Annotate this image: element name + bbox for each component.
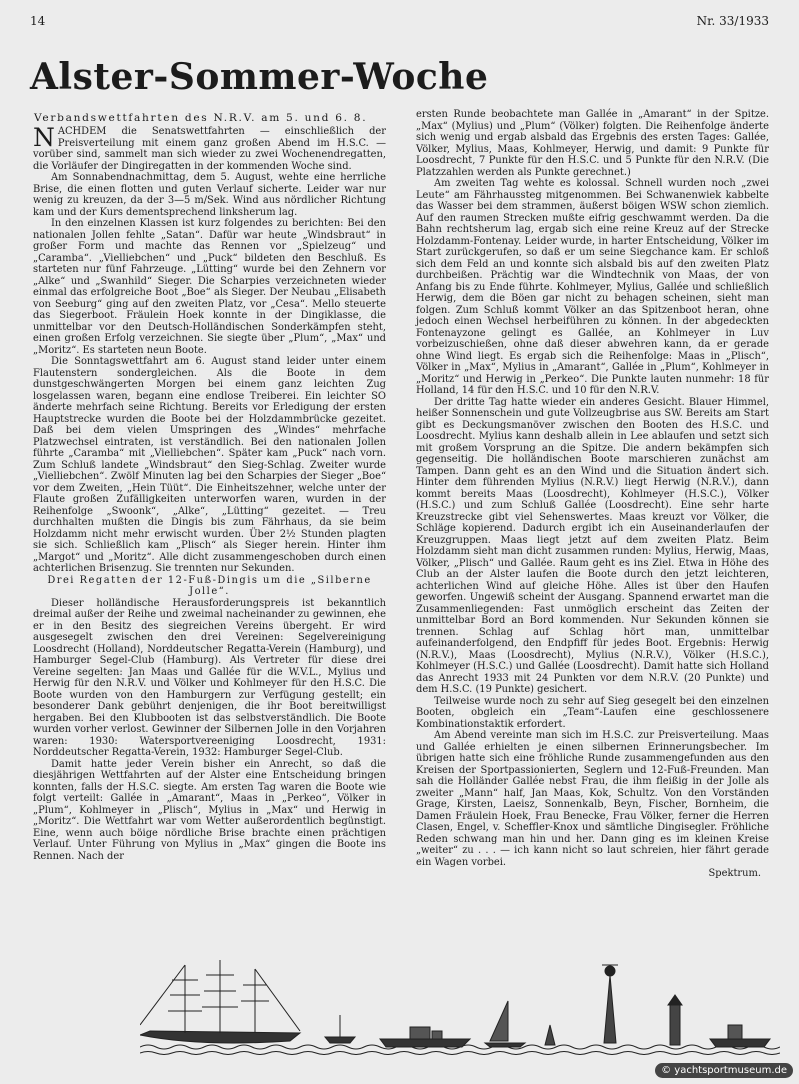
boat-icon [325,1015,355,1043]
paragraph: In den einzelnen Klassen ist kurz folgendes zu berichten: Bei den nationalen Jollen fehlte „Satan“. Dafür war heute „Windsbraut“ in großer Form und machte das Rennen vor „Spielzeug“ und „Caramba“. „Vielliebchen“ und „Puck“ bildeten den Beschluß. Es starteten nur fünf Fahrzeuge. „Lütting“ wurde bei den Zehnern vor „Alke“ und „Swanhild“ Sieger. Die Scharpies verzeichneten wieder einmal das erfolgreiche Boot „Boe“ als Sieger. Der Neubau „Elisabeth von Seeburg“ ging auf den zweiten Platz, vor „Cesa“. Mello steuerte das Siegerboot. Fräulein Hoek konnte in der Dingiklasse, die unmittelbar vor den Deutsch-Holländischen Sonderkämpfen steht, einen großen Erfolg verzeichnen. Sie siegte über „Plum“, „Max“ und „Moritz“. Es starteten neun Boote. [33,218,386,356]
paragraph: Der dritte Tag hatte wieder ein anderes Gesicht. Blauer Himmel, heißer Sonnenschein und gute Vollzeugbrise aus SW. Bereits am Start gibt es Deckungsmanöver zwischen den Booten des H.S.C. und Loosdrecht. Mylius kann deshalb allein in Lee ablaufen und setzt sich mit großem Vorsprung an die Spitze. Die andern bekämpfen sich gegenseitig. Die holländischen Boote marschieren zunächst am Tampen. Dann geht es an den Wind und die Situation ändert sich. Hinter dem führenden Mylius (N.R.V.) liegt Herwig (N.R.V.), dann kommt bereits Maas (Loosdrecht), Kohlmeyer (H.S.C.), Völker (H.S.C.) und zum Schluß Gallée (Loosdrecht). Eine sehr harte Kreuzstrecke gibt viel Sehenswertes. Maas kreuzt vor Völker, die Schläge kopierend. Dadurch ergibt ich ein Auseinanderlaufen der Kreuzgruppen. Maas liegt jetzt auf dem zweiten Platz. Beim Holzdamm sieht man dicht zusammen runden: Mylius, Herwig, Maas, Völker, „Plisch“ und Gallée. Raum geht es ins Ziel. Etwa in Höhe des Club an der Alster laufen die Boote durch den jetzt leichteren, achterlichen Wind auf gleiche Höhe. Alles ist über den Haufen geworfen. Ungewiß scheint der Ausgang. Spannend erwartet man die Zusammenliegenden: Fast unmöglich erscheint das Zeiten der unmittelbar Bord an Bord kommenden. Nur Sekunden können sie trennen. Schlag auf Schlag hört man, unmittelbar aufeinanderfolgend, den Endpfiff für jedes Boot. Ergebnis: Herwig (N.R.V.), Maas (Loosdrecht), Mylius (N.R.V.), Völker (H.S.C.), Kohlmeyer (H.S.C.) und Gallée (Loosdrecht). Damit hatte sich Holland das Anrecht 1933 mit 24 Punkten vor dem N.R.V. (20 Punkte) und dem H.S.C. (19 Punkte) gesichert. [416,396,769,695]
sailboat-icon [485,1001,525,1047]
paragraph: Am Abend vereinte man sich im H.S.C. zur Preisverteilung. Maas und Gallée erhielten je einen silbernen Erinnerungsbecher. Im übrigen hatte sich eine fröhliche Runde zusammengefunden aus den Kreisen der Sportpassionierten, Seglern und 12-Fuß-Freunden. Man sah die Holländer Gallée nebst Frau, die ihm fleißig in der Jolle als zweiter „Mann“ half, Jan Maas, Kok, Schultz. Von den Vorständen Grage, Kirsten, Laeisz, Sonnenkalb, Beyn, Fischer, Bornheim, die Damen Fräulein Hoek, Frau Benecke, Frau Völker, ferner die Herren Clasen, Engel, v. Scheffler-Knox und sämtliche Dingisegler. Fröhliche Reden schwang man hin und her. Dann ging es im kleinen Kreise „weiter“ zu . . . — ich kann nicht so laut schreien, hier fährt gerade ein Wagen vorbei. [416,730,769,868]
tower-icon [668,995,682,1045]
paragraph: Dieser holländische Herausforderungspreis ist bekanntlich dreimal außer der Reihe und zweimal nacheinander zu gewinnen, ehe er in den Besitz des siegreichen Vereins übergeht. Er wird ausgesegelt zwischen den drei Vereinen: Segelvereinigung Loosdrecht (Holland), Norddeutscher Regatta-Verein (Hamburg), und Hamburger Segel-Club (Hamburg). Als Vertreter für diese drei Vereine segelten: Jan Maas und Gallée für die W.V.L., Mylius und Herwig für den N.R.V. und Völker und Kohlmeyer für den H.S.C. Die Boote wurden von den Hamburgern zur Verfügung gestellt; ein besonderer Dank gebührt denjenigen, die ihr Boot bereitwilligst hergaben. Bei den Klubbooten ist das selbstverständlich. Die Boote wurden vorher verlost. Gewinner der Silbernen Jolle in den Vorjahren waren: 1930: Watersportvereeniging Loosdrecht, 1931: Norddeutscher Regatta-Verein, 1932: Hamburger Segel-Club. [33,597,386,758]
buoy-icon [545,1025,555,1045]
harbor-illustration [140,955,780,1055]
paragraph: Die Sonntagswettfahrt am 6. August stand leider unter einem Flautenstern sondergleichen. Als die Boote in dem dunstgeschwängerten Morgen bei einem ganz leichten Zug losgelassen waren, begann eine endlose Treiberei. Ein leichter SO änderte mehrfach seine Richtung. Bereits vor Erledigung der ersten Hauptstrecke wurden die Boote bei der Holzdammbrücke gezeitet. Daß bei dem vielen Umspringen des „Windes“ mehrfache Platzwechsel eintraten, ist verständlich. Bei den nationalen Jollen führte „Caramba“ mit „Vielliebchen“. Später kam „Puck“ nach vorn. Zum Schluß landete „Windsbraut“ den Sieg-Schlag. Zweiter wurde „Vielliebchen“. Zwölf Minuten lag bei den Scharpies der Sieger „Boe“ vor dem Zweiten, „Hein Tüüt“. Die Einheitszehner, welche unter der Flaute großen Zufälligkeiten unterworfen waren, wurden in der Reihenfolge „Swoonk“, „Alke“, „Lütting“ gezeitet. — Treu durchhalten mußten die Dingis bis zum Fährhaus, da sie beim Holzdamm nicht mehr erwischt wurden. Über 2½ Stunden plagten sie sich. Schließlich kam „Plisch“ als Sieger herein. Hinter ihm „Margot“ und „Moritz“. Alle dicht zusammengeschoben durch einen achterlichen Brisenzug. Sie trennten nur Sekunden. [33,356,386,574]
cargo-ship-icon [710,1025,770,1047]
section-heading: Drei Regatten der 12-Fuß-Dingis um die „Silberne Jolle“. [47,574,372,597]
drop-cap: N [33,123,55,152]
paragraph: NACHDEM die Senatswettfahrten — einschließlich der Preisverteilung mit einem ganz großen Abend im H.S.C. — vorüber sind, sammelt man sich wieder zu zwei Wochenendregatten, die Vorläufer der Dingiregatten in der kommenden Woche sind. [33,123,386,172]
paragraph: Am Sonnabendnachmittag, dem 5. August, wehte eine herrliche Brise, die einen flotten und guten Verlauf sicherte. Leider war nur wenig zu kreuzen, da der 3—5 m/Sek. Wind aus nördlicher Richtung kam und der Kurs dementsprechend linksherum lag. [33,172,386,218]
lighthouse-icon [602,965,618,1043]
article-subtitle: Verbandswettfahrten des N.R.V. am 5. und 6. 8. [34,112,368,124]
article-title: Alster-Sommer-Woche [30,56,489,98]
paragraph: Damit hatte jeder Verein bisher ein Anrecht, so daß die diesjährigen Wettfahrten auf der Alster eine Entscheidung bringen konnten, falls der H.S.C. siegte. Am ersten Tag waren die Boote wie folgt verteilt: Gallée in „Amarant“, Maas in „Perkeo“, Völker in „Plum“, Kohlmeyer in „Plisch“, Mylius in „Max“ und Herwig in „Moritz“. Die Wettfahrt war vom Wetter außerordentlich begünstigt. Eine, wenn auch böige nördliche Brise brachte einen prächtigen Verlauf. Unter Führung von Mylius in „Max“ gingen die Boote ins Rennen. Nach der [33,758,386,862]
paragraph: ersten Runde beobachtete man Gallée in „Amarant“ in der Spitze. „Max“ (Mylius) und „Plum“ (Völker) folgten. Die Reihenfolge änderte sich wenig und ergab alsbald das Ergebnis des ersten Tages: Gallée, Völker, Mylius, Maas, Kohlmeyer, Herwig, und damit: 9 Punkte für Loosdrecht, 7 Punkte für den H.S.C. und 5 Punkte für den N.R.V. (Die Platzzahlen werden als Punkte gerechnet.) [416,109,769,178]
column-left [33,123,386,862]
watermark: © yachtsportmuseum.de [655,1063,793,1078]
sailing-ship-icon [140,960,300,1043]
author-signature: Spektrum. [708,868,761,879]
column-right [416,109,769,880]
paragraph: Teilweise wurde noch zu sehr auf Sieg gesegelt bei den einzelnen Booten, obgleich ein „Team“-Laufen eine geschlossenere Kombinationstaktik erfordert. [416,695,769,730]
page-number: 14 [30,14,46,28]
steamer-icon [380,1027,470,1047]
issue-number: Nr. 33/1933 [696,14,769,28]
paragraph: Am zweiten Tag wehte es kolossal. Schnell wurden noch „zwei Leute“ am Fährhaussteg mitgenommen. Bei Schwanenwiek kabbelte das Wasser bei dem strammen, äußerst böigen WSW schon ziemlich. Auf den raumen Strecken mußte eifrig geschwammt werden. Da die Bahn rechtsherum lag, ergab sich eine reine Kreuz auf der Strecke Holzdamm-Fontenay. Leider wurde, in harter Entscheidung, Völker im Start zurückgerufen, so daß er um seine Siegchance kam. Er schloß sich dem Feld an und konnte sich alsbald bis auf den zweiten Platz durchbeißen. Prächtig war die Windtechnik von Maas, der von Anfang bis zu Ende führte. Kohlmeyer, Mylius, Gallée und schließlich Herwig, dem die Böen gar nicht zu behagen scheinen, sieht man folgen. Zum Schluß kommt Völker an das Spitzenboot heran, ohne jedoch einen Wechsel herbeiführen zu können. In der abgedeckten Fontenayzone gelingt es Gallée, an Kohlmeyer in Luv vorbeizuschießen, ohne daß dieser abwehren kann, da er gerade ohne Wind liegt. Es ergab sich die Reihenfolge: Maas in „Plisch“, Völker in „Max“, Mylius in „Amarant“, Gallée in „Plum“, Kohlmeyer in „Moritz“ und Herwig in „Perkeo“. Die Punkte lauten nunmehr: 18 für Holland, 14 für den H.S.C. und 10 für den N.R.V. [416,178,769,396]
